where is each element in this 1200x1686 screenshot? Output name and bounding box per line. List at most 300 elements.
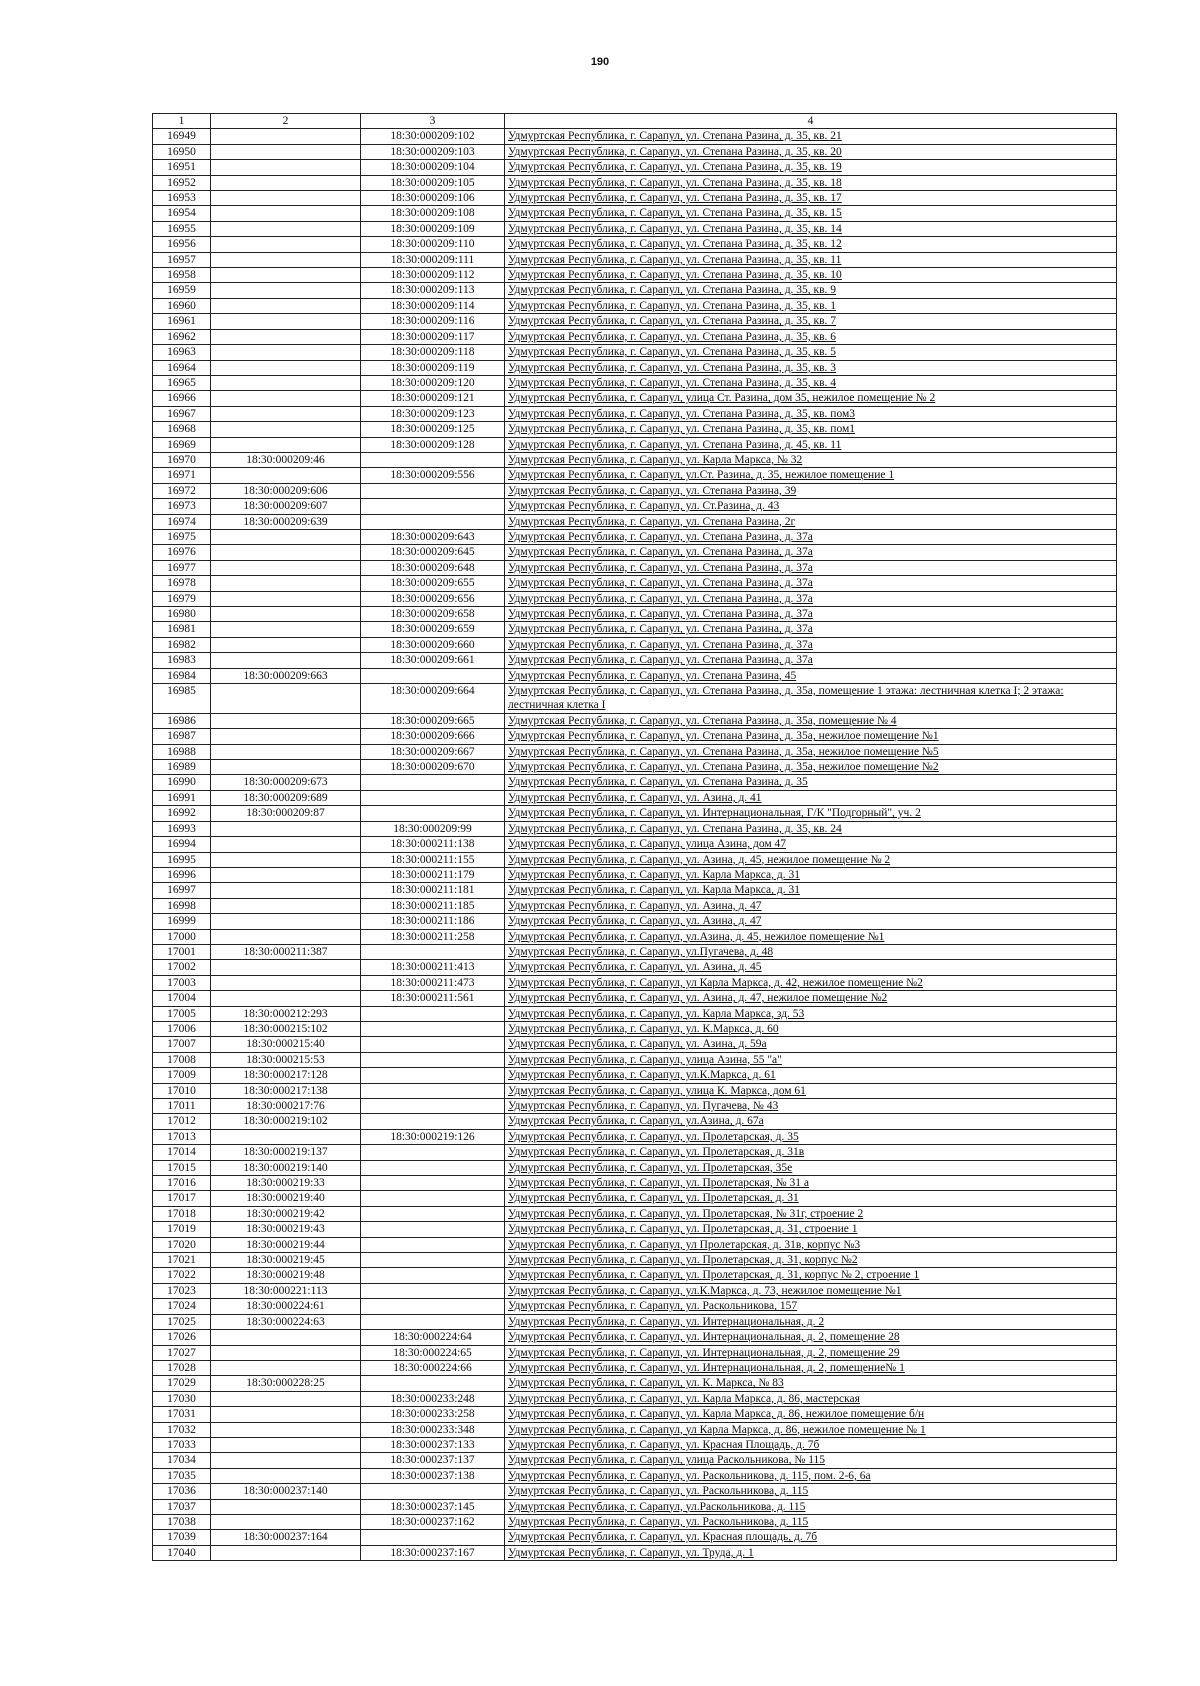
land-cadastral-number-cell: 18:30:000209:607 (211, 499, 361, 514)
land-cadastral-number-cell (211, 852, 361, 867)
table-row (153, 375, 1117, 390)
row-number-cell: 17021 (153, 1253, 211, 1268)
address-cell: Удмуртская Республика, г. Сарапул, ул. К.Маркса, д. 60 (505, 1021, 1117, 1036)
address-cell: Удмуртская Республика, г. Сарапул, ул. Степана Разина, 45 (505, 668, 1117, 683)
address-cell: Удмуртская Республика, г. Сарапул, ул. Азина, д. 47 (505, 914, 1117, 929)
row-number-cell: 16997 (153, 883, 211, 898)
table-row (153, 1437, 1117, 1452)
address-cell: Удмуртская Республика, г. Сарапул, ул. Труда, д. 1 (505, 1545, 1117, 1560)
address-cell: Удмуртская Республика, г. Сарапул, ул. Степана Разина, д. 45, кв. 11 (505, 437, 1117, 452)
row-number-cell: 17022 (153, 1268, 211, 1283)
row-number-cell: 16959 (153, 283, 211, 298)
table-row (153, 1360, 1117, 1375)
address-cell: Удмуртская Республика, г. Сарапул, ул. Степана Разина, д. 35, кв. 7 (505, 314, 1117, 329)
address-cell: Удмуртская Республика, г. Сарапул, ул. Степана Разина, д. 35, кв. 12 (505, 237, 1117, 252)
land-cadastral-number-cell (211, 607, 361, 622)
address-cell: Удмуртская Республика, г. Сарапул, ул. Азина, д. 41 (505, 790, 1117, 805)
land-cadastral-number-cell (211, 929, 361, 944)
address-cell: Удмуртская Республика, г. Сарапул, улица Азина, дом 47 (505, 837, 1117, 852)
table-row (153, 668, 1117, 683)
land-cadastral-number-cell (211, 684, 361, 714)
land-cadastral-number-cell (211, 729, 361, 744)
table-row (153, 1222, 1117, 1237)
table-row (153, 1530, 1117, 1545)
row-number-cell: 17006 (153, 1021, 211, 1036)
address-cell: Удмуртская Республика, г. Сарапул, ул. Пролетарская, 35е (505, 1160, 1117, 1175)
table-row (153, 237, 1117, 252)
row-number-cell: 16954 (153, 206, 211, 221)
row-number-cell: 17026 (153, 1330, 211, 1345)
land-cadastral-number-cell (211, 345, 361, 360)
land-cadastral-number-cell: 18:30:000219:33 (211, 1176, 361, 1191)
row-number-cell: 16986 (153, 713, 211, 728)
building-cadastral-number-cell (361, 1052, 505, 1067)
table-row (153, 914, 1117, 929)
building-cadastral-number-cell: 18:30:000233:258 (361, 1407, 505, 1422)
address-cell: Удмуртская Республика, г. Сарапул, ул. Степана Разина, д. 35а, нежилое помещение №1 (505, 729, 1117, 744)
building-cadastral-number-cell: 18:30:000224:66 (361, 1360, 505, 1375)
building-cadastral-number-cell: 18:30:000211:561 (361, 991, 505, 1006)
building-cadastral-number-cell (361, 1006, 505, 1021)
land-cadastral-number-cell (211, 375, 361, 390)
row-number-cell: 16984 (153, 668, 211, 683)
address-cell: Удмуртская Республика, г. Сарапул, ул. Степана Разина, д. 37а (505, 622, 1117, 637)
row-number-cell: 17035 (153, 1468, 211, 1483)
row-number-cell: 16979 (153, 591, 211, 606)
address-cell: Удмуртская Республика, г. Сарапул, ул.Раскольникова, д. 115 (505, 1499, 1117, 1514)
table-row (153, 329, 1117, 344)
land-cadastral-number-cell: 18:30:000209:639 (211, 514, 361, 529)
land-cadastral-number-cell: 18:30:000209:606 (211, 483, 361, 498)
address-cell: Удмуртская Республика, г. Сарапул, ул. Интернациональная, д. 2, помещение 28 (505, 1330, 1117, 1345)
row-number-cell: 16993 (153, 821, 211, 836)
building-cadastral-number-cell: 18:30:000209:645 (361, 545, 505, 560)
building-cadastral-number-cell (361, 1314, 505, 1329)
land-cadastral-number-cell: 18:30:000209:689 (211, 790, 361, 805)
building-cadastral-number-cell: 18:30:000209:105 (361, 175, 505, 190)
address-cell: Удмуртская Республика, г. Сарапул, ул. Степана Разина, д. 35а, помещение № 4 (505, 713, 1117, 728)
land-cadastral-number-cell: 18:30:000224:61 (211, 1299, 361, 1314)
building-cadastral-number-cell: 18:30:000209:108 (361, 206, 505, 221)
address-cell: Удмуртская Республика, г. Сарапул, ул.Азина, д. 67а (505, 1114, 1117, 1129)
building-cadastral-number-cell (361, 1068, 505, 1083)
building-cadastral-number-cell: 18:30:000209:112 (361, 268, 505, 283)
address-cell: Удмуртская Республика, г. Сарапул, ул. Интернациональная, д. 2, помещение№ 1 (505, 1360, 1117, 1375)
building-cadastral-number-cell: 18:30:000219:126 (361, 1129, 505, 1144)
building-cadastral-number-cell: 18:30:000237:162 (361, 1514, 505, 1529)
row-number-cell: 16957 (153, 252, 211, 267)
row-number-cell: 17010 (153, 1083, 211, 1098)
building-cadastral-number-cell: 18:30:000209:120 (361, 375, 505, 390)
building-cadastral-number-cell (361, 1268, 505, 1283)
row-number-cell: 16988 (153, 744, 211, 759)
land-cadastral-number-cell (211, 713, 361, 728)
address-cell: Удмуртская Республика, г. Сарапул, улица К. Маркса, дом 61 (505, 1083, 1117, 1098)
land-cadastral-number-cell (211, 283, 361, 298)
row-number-cell: 17002 (153, 960, 211, 975)
address-cell: Удмуртская Республика, г. Сарапул, ул. Степана Разина, д. 35, кв. 24 (505, 821, 1117, 836)
row-number-cell: 16964 (153, 360, 211, 375)
building-cadastral-number-cell: 18:30:000209:665 (361, 713, 505, 728)
address-cell: Удмуртская Республика, г. Сарапул, ул. Пролетарская, д. 31в (505, 1145, 1117, 1160)
address-cell: Удмуртская Республика, г. Сарапул, ул. Пролетарская, д. 31, строение 1 (505, 1222, 1117, 1237)
table-row (153, 1391, 1117, 1406)
row-number-cell: 17025 (153, 1314, 211, 1329)
land-cadastral-number-cell (211, 1391, 361, 1406)
row-number-cell: 17011 (153, 1099, 211, 1114)
building-cadastral-number-cell: 18:30:000211:181 (361, 883, 505, 898)
building-cadastral-number-cell: 18:30:000211:258 (361, 929, 505, 944)
building-cadastral-number-cell: 18:30:000211:155 (361, 852, 505, 867)
land-cadastral-number-cell (211, 744, 361, 759)
column-header-2: 2 (211, 114, 361, 129)
building-cadastral-number-cell (361, 1222, 505, 1237)
building-cadastral-number-cell: 18:30:000233:348 (361, 1422, 505, 1437)
registry-table (152, 113, 1117, 1561)
building-cadastral-number-cell: 18:30:000237:133 (361, 1437, 505, 1452)
address-cell: Удмуртская Республика, г. Сарапул, ул. Степана Разина, д. 35, кв. 3 (505, 360, 1117, 375)
building-cadastral-number-cell (361, 806, 505, 821)
row-number-cell: 16963 (153, 345, 211, 360)
row-number-cell: 16949 (153, 129, 211, 144)
table-row (153, 790, 1117, 805)
land-cadastral-number-cell (211, 867, 361, 882)
table-row (153, 944, 1117, 959)
row-number-cell: 17040 (153, 1545, 211, 1560)
land-cadastral-number-cell: 18:30:000209:673 (211, 775, 361, 790)
address-cell: Удмуртская Республика, г. Сарапул, ул. Карла Маркса, зд. 53 (505, 1006, 1117, 1021)
building-cadastral-number-cell (361, 775, 505, 790)
land-cadastral-number-cell (211, 1407, 361, 1422)
row-number-cell: 16958 (153, 268, 211, 283)
address-cell: Удмуртская Республика, г. Сарапул, ул. Степана Разина, д. 35, кв. 10 (505, 268, 1117, 283)
table-row (153, 1129, 1117, 1144)
row-number-cell: 17003 (153, 975, 211, 990)
building-cadastral-number-cell: 18:30:000209:117 (361, 329, 505, 344)
row-number-cell: 17004 (153, 991, 211, 1006)
address-cell: Удмуртская Республика, г. Сарапул, ул. Интернациональная, д. 2, помещение 29 (505, 1345, 1117, 1360)
land-cadastral-number-cell: 18:30:000215:102 (211, 1021, 361, 1036)
row-number-cell: 16996 (153, 867, 211, 882)
table-row (153, 991, 1117, 1006)
building-cadastral-number-cell: 18:30:000209:661 (361, 653, 505, 668)
table-row (153, 221, 1117, 236)
building-cadastral-number-cell: 18:30:000209:666 (361, 729, 505, 744)
address-cell: Удмуртская Республика, г. Сарапул, ул. Пролетарская, д. 35 (505, 1129, 1117, 1144)
address-cell: Удмуртская Республика, г. Сарапул, ул. Раскольникова, д. 115 (505, 1514, 1117, 1529)
address-cell: Удмуртская Республика, г. Сарапул, ул. Степана Разина, д. 35, кв. 9 (505, 283, 1117, 298)
address-cell: Удмуртская Республика, г. Сарапул, ул Карла Маркса, д. 42, нежилое помещение №2 (505, 975, 1117, 990)
land-cadastral-number-cell (211, 560, 361, 575)
table-row (153, 1514, 1117, 1529)
building-cadastral-number-cell: 18:30:000209:660 (361, 637, 505, 652)
address-cell: Удмуртская Республика, г. Сарапул, ул. Азина, д. 47, нежилое помещение №2 (505, 991, 1117, 1006)
row-number-cell: 16978 (153, 576, 211, 591)
row-number-cell: 16999 (153, 914, 211, 929)
address-cell: Удмуртская Республика, г. Сарапул, ул. Красная Площадь, д. 7б (505, 1437, 1117, 1452)
table-row (153, 483, 1117, 498)
building-cadastral-number-cell (361, 1253, 505, 1268)
building-cadastral-number-cell (361, 1114, 505, 1129)
building-cadastral-number-cell: 18:30:000211:185 (361, 898, 505, 913)
land-cadastral-number-cell: 18:30:000219:102 (211, 1114, 361, 1129)
table-row (153, 345, 1117, 360)
building-cadastral-number-cell: 18:30:000209:667 (361, 744, 505, 759)
building-cadastral-number-cell (361, 514, 505, 529)
land-cadastral-number-cell: 18:30:000209:46 (211, 452, 361, 467)
building-cadastral-number-cell: 18:30:000211:473 (361, 975, 505, 990)
address-cell: Удмуртская Республика, г. Сарапул, ул. Степана Разина, д. 37а (505, 607, 1117, 622)
table-row (153, 468, 1117, 483)
land-cadastral-number-cell (211, 1437, 361, 1452)
land-cadastral-number-cell (211, 252, 361, 267)
address-cell: Удмуртская Республика, г. Сарапул, ул. Степана Разина, д. 35а, нежилое помещение №5 (505, 744, 1117, 759)
address-cell: Удмуртская Республика, г. Сарапул, улица Азина, 55 "а" (505, 1052, 1117, 1067)
building-cadastral-number-cell: 18:30:000209:656 (361, 591, 505, 606)
row-number-cell: 17016 (153, 1176, 211, 1191)
table-row (153, 144, 1117, 159)
row-number-cell: 17037 (153, 1499, 211, 1514)
header-row (153, 114, 1117, 129)
land-cadastral-number-cell (211, 637, 361, 652)
table-row (153, 298, 1117, 313)
row-number-cell: 16977 (153, 560, 211, 575)
table-row (153, 1237, 1117, 1252)
land-cadastral-number-cell (211, 1514, 361, 1529)
land-cadastral-number-cell: 18:30:000219:43 (211, 1222, 361, 1237)
land-cadastral-number-cell (211, 237, 361, 252)
building-cadastral-number-cell (361, 944, 505, 959)
address-cell: Удмуртская Республика, г. Сарапул, ул. Степана Разина, д. 35, кв. 20 (505, 144, 1117, 159)
building-cadastral-number-cell: 18:30:000209:113 (361, 283, 505, 298)
row-number-cell: 16950 (153, 144, 211, 159)
address-cell: Удмуртская Республика, г. Сарапул, ул. Раскольникова, 157 (505, 1299, 1117, 1314)
row-number-cell: 17029 (153, 1376, 211, 1391)
address-cell: Удмуртская Республика, г. Сарапул, ул. К. Маркса, № 83 (505, 1376, 1117, 1391)
building-cadastral-number-cell (361, 668, 505, 683)
address-cell: Удмуртская Республика, г. Сарапул, ул. Степана Разина, д. 37а (505, 576, 1117, 591)
table-row (153, 391, 1117, 406)
table-row (153, 1176, 1117, 1191)
row-number-cell: 17033 (153, 1437, 211, 1452)
land-cadastral-number-cell (211, 175, 361, 190)
row-number-cell: 16990 (153, 775, 211, 790)
table-row (153, 560, 1117, 575)
table-row (153, 622, 1117, 637)
land-cadastral-number-cell: 18:30:000219:48 (211, 1268, 361, 1283)
address-cell: Удмуртская Республика, г. Сарапул, ул.К.Маркса, д. 61 (505, 1068, 1117, 1083)
table-row (153, 591, 1117, 606)
table-row (153, 191, 1117, 206)
table-row (153, 129, 1117, 144)
building-cadastral-number-cell: 18:30:000209:99 (361, 821, 505, 836)
address-cell: Удмуртская Республика, г. Сарапул, ул. Карла Маркса, д. 86, мастерская (505, 1391, 1117, 1406)
table-row (153, 1499, 1117, 1514)
land-cadastral-number-cell (211, 591, 361, 606)
row-number-cell: 17023 (153, 1283, 211, 1298)
land-cadastral-number-cell: 18:30:000215:53 (211, 1052, 361, 1067)
table-row (153, 1114, 1117, 1129)
building-cadastral-number-cell: 18:30:000237:137 (361, 1453, 505, 1468)
table-row (153, 360, 1117, 375)
table-row (153, 1283, 1117, 1298)
building-cadastral-number-cell: 18:30:000209:102 (361, 129, 505, 144)
address-cell: Удмуртская Республика, г. Сарапул, ул. Степана Разина, д. 37а (505, 560, 1117, 575)
land-cadastral-number-cell (211, 329, 361, 344)
row-number-cell: 17027 (153, 1345, 211, 1360)
table-row (153, 529, 1117, 544)
land-cadastral-number-cell (211, 468, 361, 483)
address-cell: Удмуртская Республика, г. Сарапул, ул. Степана Разина, д. 37а (505, 545, 1117, 560)
table-row (153, 1253, 1117, 1268)
row-number-cell: 16970 (153, 452, 211, 467)
building-cadastral-number-cell: 18:30:000209:659 (361, 622, 505, 637)
table-row (153, 576, 1117, 591)
address-cell: Удмуртская Республика, г. Сарапул, ул. Степана Разина, д. 37а (505, 637, 1117, 652)
address-cell: Удмуртская Республика, г. Сарапул, ул. Раскольникова, д. 115, пом. 2-6, 6а (505, 1468, 1117, 1483)
land-cadastral-number-cell (211, 1453, 361, 1468)
table-row (153, 1545, 1117, 1560)
row-number-cell: 16952 (153, 175, 211, 190)
row-number-cell: 16976 (153, 545, 211, 560)
land-cadastral-number-cell (211, 898, 361, 913)
table-row (153, 637, 1117, 652)
table-row (153, 1160, 1117, 1175)
row-number-cell: 16971 (153, 468, 211, 483)
address-cell: Удмуртская Республика, г. Сарапул, ул. Степана Разина, д. 35, кв. пом3 (505, 406, 1117, 421)
address-cell: Удмуртская Республика, г. Сарапул, ул. Степана Разина, д. 35, кв. 17 (505, 191, 1117, 206)
table-row (153, 867, 1117, 882)
land-cadastral-number-cell: 18:30:000215:40 (211, 1037, 361, 1052)
address-cell: Удмуртская Республика, г. Сарапул, ул. Степана Разина, д. 35, кв. пом1 (505, 422, 1117, 437)
building-cadastral-number-cell (361, 790, 505, 805)
table-row (153, 452, 1117, 467)
building-cadastral-number-cell (361, 1160, 505, 1175)
table-row (153, 1422, 1117, 1437)
land-cadastral-number-cell: 18:30:000212:293 (211, 1006, 361, 1021)
row-number-cell: 16951 (153, 160, 211, 175)
row-number-cell: 16968 (153, 422, 211, 437)
address-cell: Удмуртская Республика, г. Сарапул, ул. Степана Разина, 39 (505, 483, 1117, 498)
table-row (153, 1006, 1117, 1021)
table-row (153, 499, 1117, 514)
table-row (153, 1099, 1117, 1114)
land-cadastral-number-cell: 18:30:000219:45 (211, 1253, 361, 1268)
address-cell: Удмуртская Республика, г. Сарапул, ул. Степана Разина, д. 35, кв. 1 (505, 298, 1117, 313)
row-number-cell: 16995 (153, 852, 211, 867)
address-cell: Удмуртская Республика, г. Сарапул, ул.Азина, д. 45, нежилое помещение №1 (505, 929, 1117, 944)
address-cell: Удмуртская Республика, г. Сарапул, ул Пролетарская, д. 31в, корпус №3 (505, 1237, 1117, 1252)
building-cadastral-number-cell: 18:30:000209:110 (361, 237, 505, 252)
row-number-cell: 16973 (153, 499, 211, 514)
address-cell: Удмуртская Республика, г. Сарапул, ул. Степана Разина, 2г (505, 514, 1117, 529)
building-cadastral-number-cell: 18:30:000209:664 (361, 684, 505, 714)
row-number-cell: 17019 (153, 1222, 211, 1237)
address-cell: Удмуртская Республика, г. Сарапул, ул. Пролетарская, д. 31, корпус №2 (505, 1253, 1117, 1268)
building-cadastral-number-cell: 18:30:000209:121 (361, 391, 505, 406)
building-cadastral-number-cell: 18:30:000233:248 (361, 1391, 505, 1406)
land-cadastral-number-cell (211, 837, 361, 852)
address-cell: Удмуртская Республика, г. Сарапул, ул. Степана Разина, д. 35, кв. 5 (505, 345, 1117, 360)
land-cadastral-number-cell: 18:30:000219:44 (211, 1237, 361, 1252)
building-cadastral-number-cell: 18:30:000237:145 (361, 1499, 505, 1514)
land-cadastral-number-cell (211, 1129, 361, 1144)
address-cell: Удмуртская Республика, г. Сарапул, ул. Азина, д. 45, нежилое помещение № 2 (505, 852, 1117, 867)
table-row (153, 837, 1117, 852)
address-cell: Удмуртская Республика, г. Сарапул, ул. Пролетарская, № 31 а (505, 1176, 1117, 1191)
building-cadastral-number-cell: 18:30:000209:118 (361, 345, 505, 360)
table-row (153, 1268, 1117, 1283)
row-number-cell: 16998 (153, 898, 211, 913)
building-cadastral-number-cell: 18:30:000209:128 (361, 437, 505, 452)
row-number-cell: 16969 (153, 437, 211, 452)
row-number-cell: 17039 (153, 1530, 211, 1545)
table-row (153, 175, 1117, 190)
address-cell: Удмуртская Республика, г. Сарапул, ул. Степана Разина, д. 37а (505, 529, 1117, 544)
land-cadastral-number-cell (211, 821, 361, 836)
table-row (153, 607, 1117, 622)
address-cell: Удмуртская Республика, г. Сарапул, ул.Пугачева, д. 48 (505, 944, 1117, 959)
row-number-cell: 17001 (153, 944, 211, 959)
land-cadastral-number-cell (211, 991, 361, 1006)
building-cadastral-number-cell: 18:30:000209:643 (361, 529, 505, 544)
row-number-cell: 16987 (153, 729, 211, 744)
table-row (153, 1345, 1117, 1360)
row-number-cell: 17014 (153, 1145, 211, 1160)
table-row (153, 653, 1117, 668)
table-row (153, 160, 1117, 175)
table-body (153, 129, 1117, 1561)
land-cadastral-number-cell (211, 437, 361, 452)
table-row (153, 206, 1117, 221)
building-cadastral-number-cell (361, 1237, 505, 1252)
building-cadastral-number-cell (361, 1376, 505, 1391)
table-row (153, 1068, 1117, 1083)
land-cadastral-number-cell (211, 221, 361, 236)
address-cell: Удмуртская Республика, г. Сарапул, улица Раскольникова, № 115 (505, 1453, 1117, 1468)
table-row (153, 437, 1117, 452)
row-number-cell: 16965 (153, 375, 211, 390)
building-cadastral-number-cell (361, 1530, 505, 1545)
address-cell: Удмуртская Республика, г. Сарапул, улица Ст. Разина, дом 35, нежилое помещение № 2 (505, 391, 1117, 406)
address-cell: Удмуртская Республика, г. Сарапул, ул. Степана Разина, д. 35а, нежилое помещение №2 (505, 760, 1117, 775)
table-row (153, 713, 1117, 728)
land-cadastral-number-cell (211, 760, 361, 775)
building-cadastral-number-cell (361, 1283, 505, 1298)
address-cell: Удмуртская Республика, г. Сарапул, ул. Азина, д. 47 (505, 898, 1117, 913)
row-number-cell: 16960 (153, 298, 211, 313)
row-number-cell: 16994 (153, 837, 211, 852)
row-number-cell: 17008 (153, 1052, 211, 1067)
table-row (153, 929, 1117, 944)
building-cadastral-number-cell: 18:30:000209:670 (361, 760, 505, 775)
row-number-cell: 17038 (153, 1514, 211, 1529)
row-number-cell: 16972 (153, 483, 211, 498)
address-cell: Удмуртская Республика, г. Сарапул, ул. Азина, д. 45 (505, 960, 1117, 975)
building-cadastral-number-cell (361, 1099, 505, 1114)
building-cadastral-number-cell: 18:30:000209:658 (361, 607, 505, 622)
address-cell: Удмуртская Республика, г. Сарапул, ул. Интернациональная, д. 2 (505, 1314, 1117, 1329)
row-number-cell: 17000 (153, 929, 211, 944)
land-cadastral-number-cell: 18:30:000219:40 (211, 1191, 361, 1206)
building-cadastral-number-cell (361, 1484, 505, 1499)
land-cadastral-number-cell: 18:30:000211:387 (211, 944, 361, 959)
address-cell: Удмуртская Республика, г. Сарапул, ул. Ст.Разина, д. 43 (505, 499, 1117, 514)
table-row (153, 1453, 1117, 1468)
table-row (153, 852, 1117, 867)
land-cadastral-number-cell (211, 206, 361, 221)
building-cadastral-number-cell (361, 1037, 505, 1052)
